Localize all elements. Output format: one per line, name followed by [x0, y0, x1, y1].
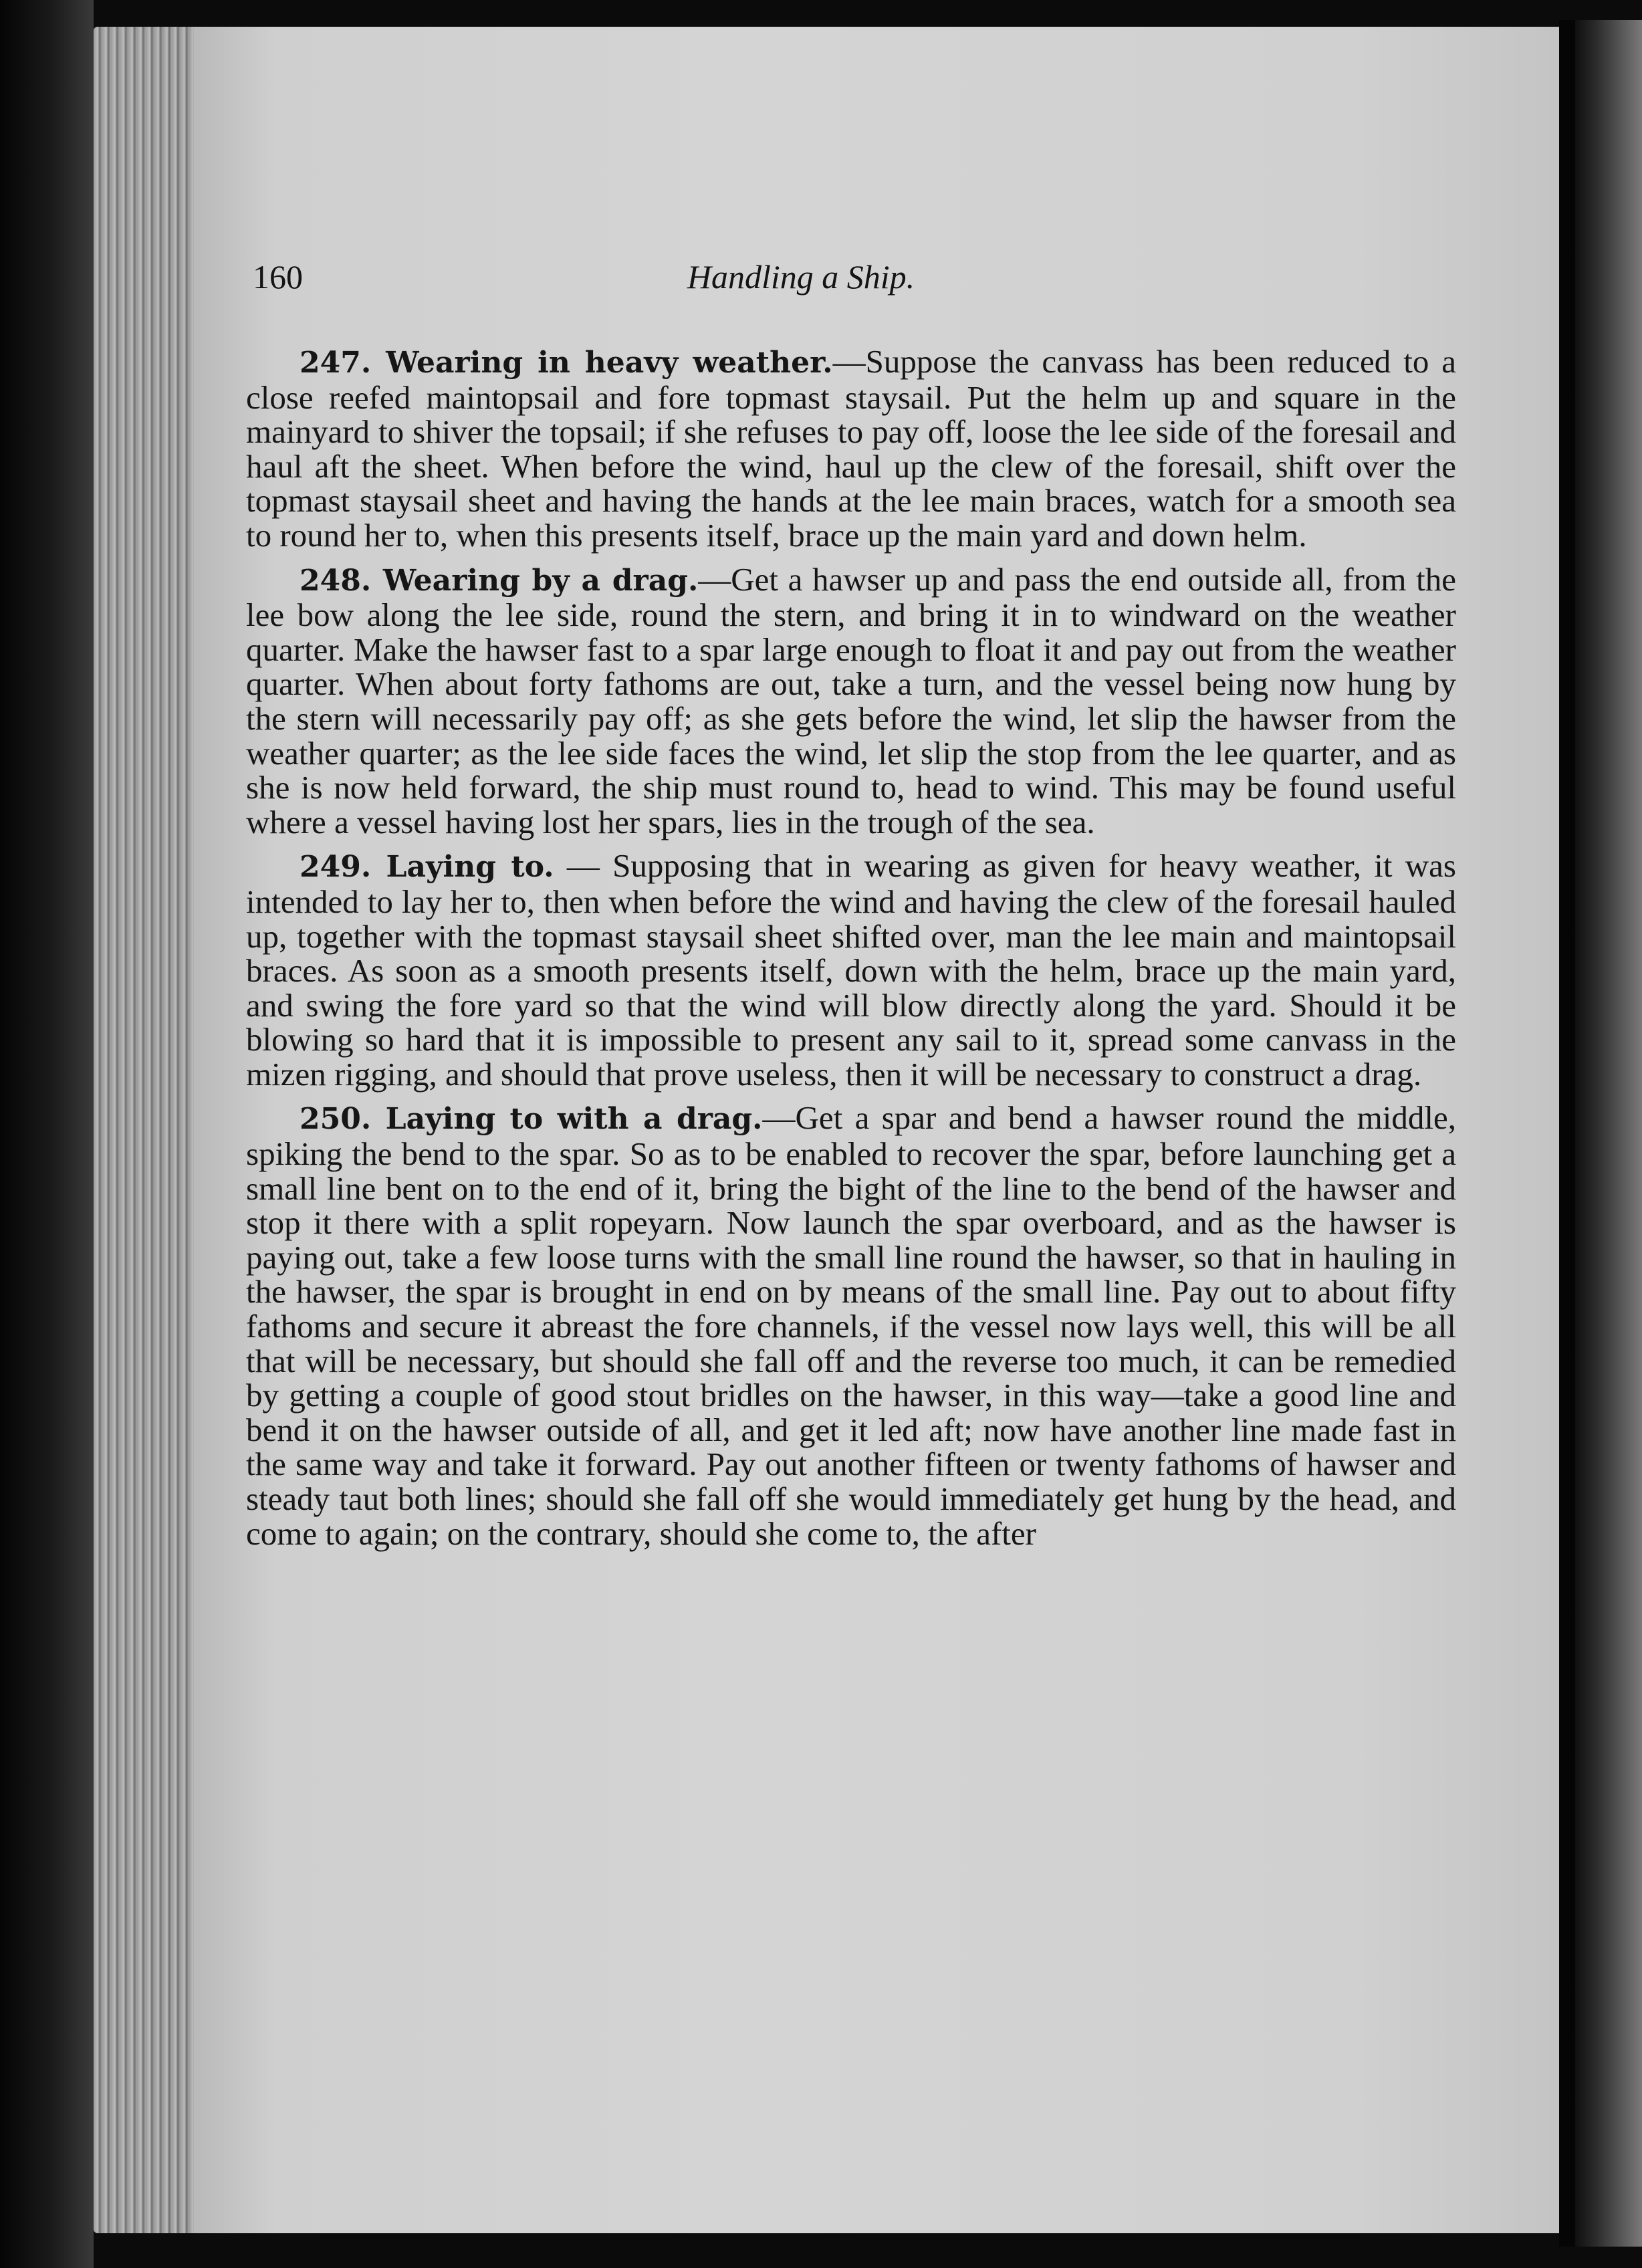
section-heading — [300, 564, 698, 598]
section-title: Wearing by a drag. — [382, 563, 699, 598]
section-heading — [300, 850, 554, 884]
page-number: 160 — [253, 258, 303, 296]
section-title: Wearing in heavy weather. — [386, 346, 833, 380]
section-title: Laying to. — [386, 850, 554, 885]
section-text: —Get a hawser up and pass the end outside all, from the lee bow along the lee side, round the stern, and bring it in to windward on the weather quarter. Make the hawser fast to a spar large enough to float it and pay out from the weather quarter. When about forty fathoms are out, take a turn, and the vessel being now hung by the stern will necessarily pay off; as she gets before the wind, let slip the hawser from the weather quarter; as the lee side faces the wind, let slip the stop from the lee quarter, and as she is now held forward, the ship must round to, head to wind. This may be found useful where a vessel having lost her spars, lies in the trough of the sea. — [246, 560, 1456, 840]
section-title: Laying to with a drag. — [385, 1102, 763, 1137]
section-number: 249. — [300, 850, 372, 885]
section-text: — Supposing that in wearing as given for heavy weather, it was intended to lay her to, then when before the wind and having the clew of the foresail hauled up, together with the topmast staysail sheet shifted over, man the lee main and maintopsail braces. As soon as a smooth presents itself, down with the helm, brace up the main yard, and swing the fore yard so that the wind will blow directly along the yard. Should it be blowing so hard that it is impossible to present any sail to it, spread some canvass in the mizen rigging, and should that prove useless, then it will be necessary to construct a drag. — [246, 847, 1456, 1093]
section-250 — [246, 1101, 1456, 1551]
section-text: —Get a spar and bend a hawser round the middle, spiking the bend to the spar. So as to be enabled to recover the spar, before launching get a small line bent on to the end of it, bring the bight of the line to the bend of the hawser and stop it there with a split ropeyarn. Now launch the spar overboard, and as the hawser is paying out, take a few loose turns with the small line round the hawser, so that in hauling in the hawser, the spar is brought in end on by means of the small line. Pay out to about fifty fathoms and secure it abreast the fore channels, if the vessel now lays well, this will be all that will be necessary, but should she fall off and the reverse too much, it can be remedied by getting a couple of good stout bridles on the hawser, in this way—take a good line and bend it on the hawser outside of all, and get it led aft; now have another line made fast in the same way and take it forward. Pay out another fifteen or twenty fathoms of hawser and steady taut both lines; should she fall off she would immediately get hung by the head, and come to again; on the contrary, should she come to, the after — [246, 1099, 1457, 1552]
section-number: 250. — [300, 1102, 372, 1137]
running-title: Handling a Ship. — [687, 258, 915, 296]
section-249 — [246, 848, 1456, 1091]
page-stack-edge — [94, 27, 194, 2233]
section-number: 248. — [300, 563, 372, 598]
text-body — [246, 344, 1456, 1560]
page-header — [253, 257, 1349, 318]
section-number: 247. — [300, 346, 372, 380]
facing-page-edge — [1575, 20, 1642, 2247]
page-gutter — [1559, 20, 1575, 2247]
section-text: —Suppose the canvass has been reduced to a close reefed maintopsail and fore topmast staysail. Put the helm up and square in the mainyard to shiver the topsail; if she refuses to pay off, loose the lee side of the foresail and haul aft the sheet. When before the wind, haul up the clew of the foresail, shift over the topmast staysail sheet and having the hands at the lee main braces, watch for a smooth sea to round her to, when this presents itself, brace up the main yard and down helm. — [246, 343, 1456, 554]
section-heading — [300, 346, 833, 380]
section-247 — [246, 344, 1456, 553]
section-heading — [300, 1102, 763, 1136]
scan-left-edge — [0, 0, 94, 2268]
section-248 — [246, 562, 1456, 840]
